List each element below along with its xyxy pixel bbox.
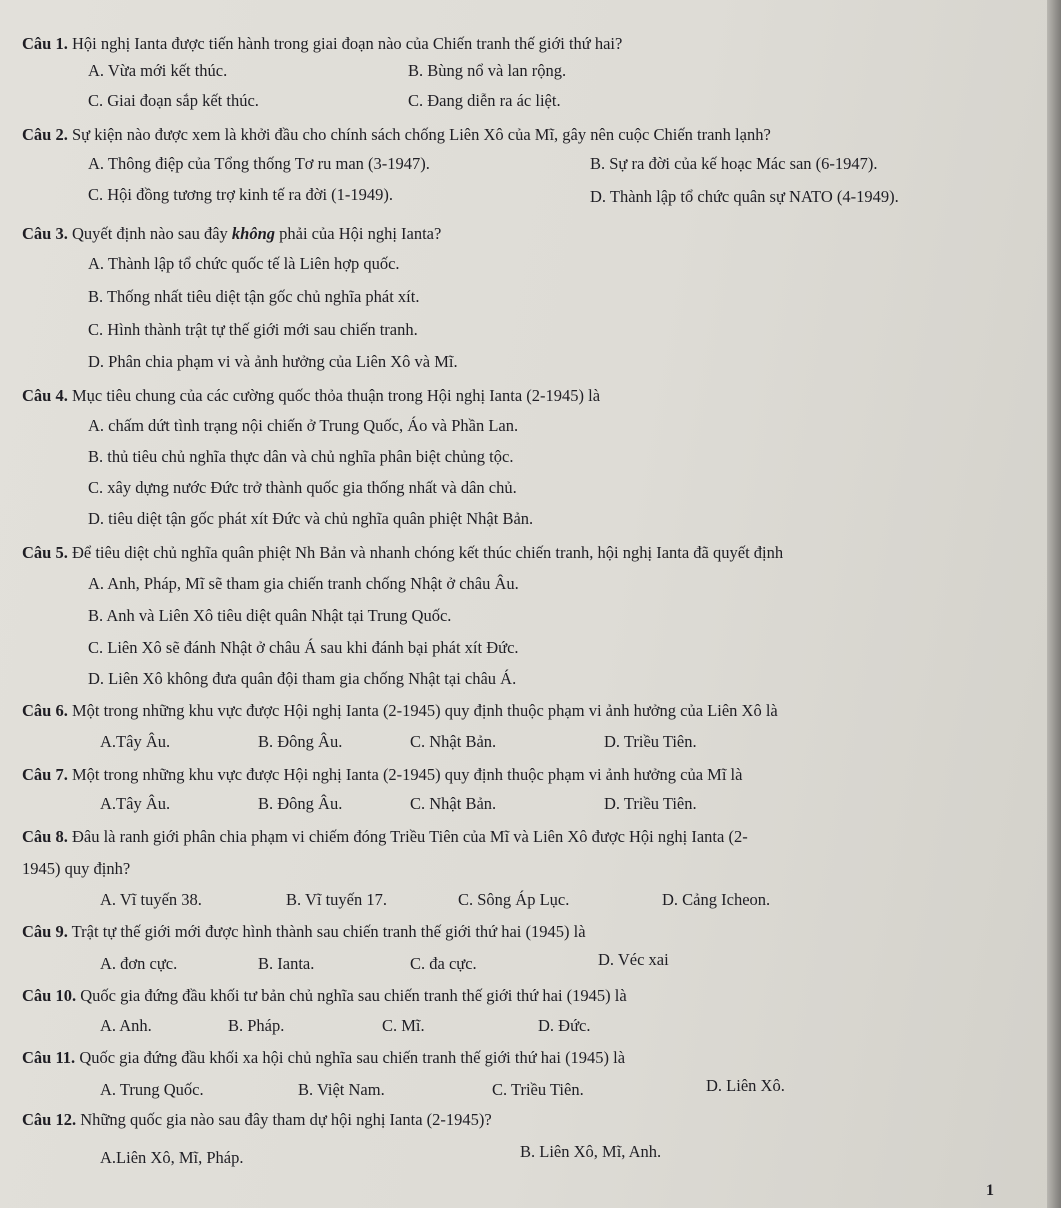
q4-option-b: B. thủ tiêu chủ nghĩa thực dân và chủ nghĩa phân biệt chủng tộc. [88, 447, 514, 466]
q8-option-c: C. Sông Áp Lục. [458, 890, 570, 909]
q2-option-c: C. Hội đồng tương trợ kinh tế ra đời (1-1949). [88, 185, 394, 204]
q7-option-c: C. Nhật Bản. [410, 794, 497, 813]
page-edge-shadow [1047, 0, 1061, 1208]
q2-option-b: B. Sự ra đời của kế hoạc Mác san (6-1947). [590, 154, 878, 173]
q3-option-a: A. Thành lập tổ chức quốc tế là Liên hợp quốc. [88, 254, 400, 273]
question-10: Câu 10. Quốc gia đứng đầu khối tư bản chủ nghĩa sau chiến tranh thế giới thứ hai (1945) là [22, 986, 627, 1005]
question-7: Câu 7. Một trong những khu vực được Hội nghị Ianta (2-1945) quy định thuộc phạm vi ảnh hưởng của Mĩ là [22, 765, 743, 784]
q1-option-d: C. Đang diễn ra ác liệt. [408, 91, 561, 110]
q6-option-b: B. Đông Âu. [258, 732, 343, 751]
q6-option-c: C. Nhật Bản. [410, 732, 497, 751]
question-3: Câu 3. Quyết định nào sau đây không phải của Hội nghị Ianta? [22, 224, 442, 243]
q10-option-c: C. Mĩ. [382, 1016, 425, 1035]
q4-option-c: C. xây dựng nước Đức trở thành quốc gia thống nhất và dân chủ. [88, 478, 517, 497]
q12-option-a: A.Liên Xô, Mĩ, Pháp. [100, 1148, 244, 1167]
q12-option-b: B. Liên Xô, Mĩ, Anh. [520, 1142, 662, 1161]
q11-option-d: D. Liên Xô. [706, 1076, 785, 1095]
q5-option-b: B. Anh và Liên Xô tiêu diệt quân Nhật tại Trung Quốc. [88, 606, 452, 625]
q5-option-c: C. Liên Xô sẽ đánh Nhật ở châu Á sau khi đánh bại phát xít Đức. [88, 638, 519, 657]
q11-option-c: C. Triều Tiên. [492, 1080, 584, 1099]
q1-option-c: C. Giai đoạn sắp kết thúc. [88, 91, 259, 110]
q11-option-a: A. Trung Quốc. [100, 1080, 204, 1099]
q8-option-a: A. Vĩ tuyến 38. [100, 890, 202, 909]
q3-option-c: C. Hình thành trật tự thế giới mới sau chiến tranh. [88, 320, 418, 339]
q7-option-a: A.Tây Âu. [100, 794, 171, 813]
question-9: Câu 9. Trật tự thế giới mới được hình thành sau chiến tranh thế giới thứ hai (1945) là [22, 922, 586, 941]
q2-option-d: D. Thành lập tổ chức quân sự NATO (4-1949). [590, 187, 899, 206]
q6-option-a: A.Tây Âu. [100, 732, 171, 751]
q6-option-d: D. Triều Tiên. [604, 732, 697, 751]
q8-option-d: D. Cảng Icheon. [662, 890, 771, 909]
q3-option-b: B. Thống nhất tiêu diệt tận gốc chủ nghĩa phát xít. [88, 287, 420, 306]
q4-option-a: A. chấm dứt tình trạng nội chiến ở Trung Quốc, Áo và Phần Lan. [88, 416, 519, 435]
q9-option-c: C. đa cực. [410, 954, 477, 973]
question-5: Câu 5. Để tiêu diệt chủ nghĩa quân phiệt Nh Bản và nhanh chóng kết thúc chiến tranh, hội nghị Ianta đã quyết định [22, 543, 784, 562]
q7-option-d: D. Triều Tiên. [604, 794, 697, 813]
q10-option-d: D. Đức. [538, 1016, 591, 1035]
q4-option-d: D. tiêu diệt tận gốc phát xít Đức và chủ nghĩa quân phiệt Nhật Bản. [88, 509, 534, 528]
q7-option-b: B. Đông Âu. [258, 794, 343, 813]
q8-option-b: B. Vĩ tuyến 17. [286, 890, 387, 909]
q9-option-b: B. Ianta. [258, 954, 315, 973]
question-12: Câu 12. Những quốc gia nào sau đây tham dự hội nghị Ianta (2-1945)? [22, 1110, 492, 1129]
q2-option-a: A. Thông điệp của Tổng thống Tơ ru man (3-1947). [88, 154, 430, 173]
q9-option-a: A. đơn cực. [100, 954, 178, 973]
question-11: Câu 11. Quốc gia đứng đầu khối xa hội chủ nghĩa sau chiến tranh thế giới thứ hai (1945) là [22, 1048, 626, 1067]
q11-option-b: B. Việt Nam. [298, 1080, 385, 1099]
question-6: Câu 6. Một trong những khu vực được Hội nghị Ianta (2-1945) quy định thuộc phạm vi ảnh hưởng của Liên Xô là [22, 701, 778, 720]
q5-option-a: A. Anh, Pháp, Mĩ sẽ tham gia chiến tranh chống Nhật ở châu Âu. [88, 574, 519, 593]
question-8: Câu 8. Đâu là ranh giới phân chia phạm vi chiếm đóng Triều Tiên của Mĩ và Liên Xô được Hội nghị Ianta (2- [22, 827, 748, 846]
question-4: Câu 4. Mục tiêu chung của các cường quốc thỏa thuận trong Hội nghị Ianta (2-1945) là [22, 386, 601, 405]
question-2: Câu 2. Sự kiện nào được xem là khởi đầu cho chính sách chống Liên Xô của Mĩ, gây nên cuộc Chiến tranh lạnh? [22, 125, 771, 144]
q5-option-d: D. Liên Xô không đưa quân đội tham gia chống Nhật tại châu Á. [88, 669, 517, 688]
question-8-continued: 1945) quy định? [22, 859, 131, 878]
q10-option-b: B. Pháp. [228, 1016, 285, 1035]
q1-option-b: B. Bùng nổ và lan rộng. [408, 61, 567, 80]
page-number: 1 [986, 1182, 994, 1199]
q9-option-d: D. Véc xai [598, 950, 669, 969]
q1-option-a: A. Vừa mới kết thúc. [88, 61, 228, 80]
question-1: Câu 1. Hội nghị Ianta được tiến hành trong giai đoạn nào của Chiến tranh thế giới thứ hai? [22, 34, 623, 53]
q10-option-a: A. Anh. [100, 1016, 152, 1035]
q3-option-d: D. Phân chia phạm vi và ảnh hưởng của Liên Xô và Mĩ. [88, 352, 458, 371]
